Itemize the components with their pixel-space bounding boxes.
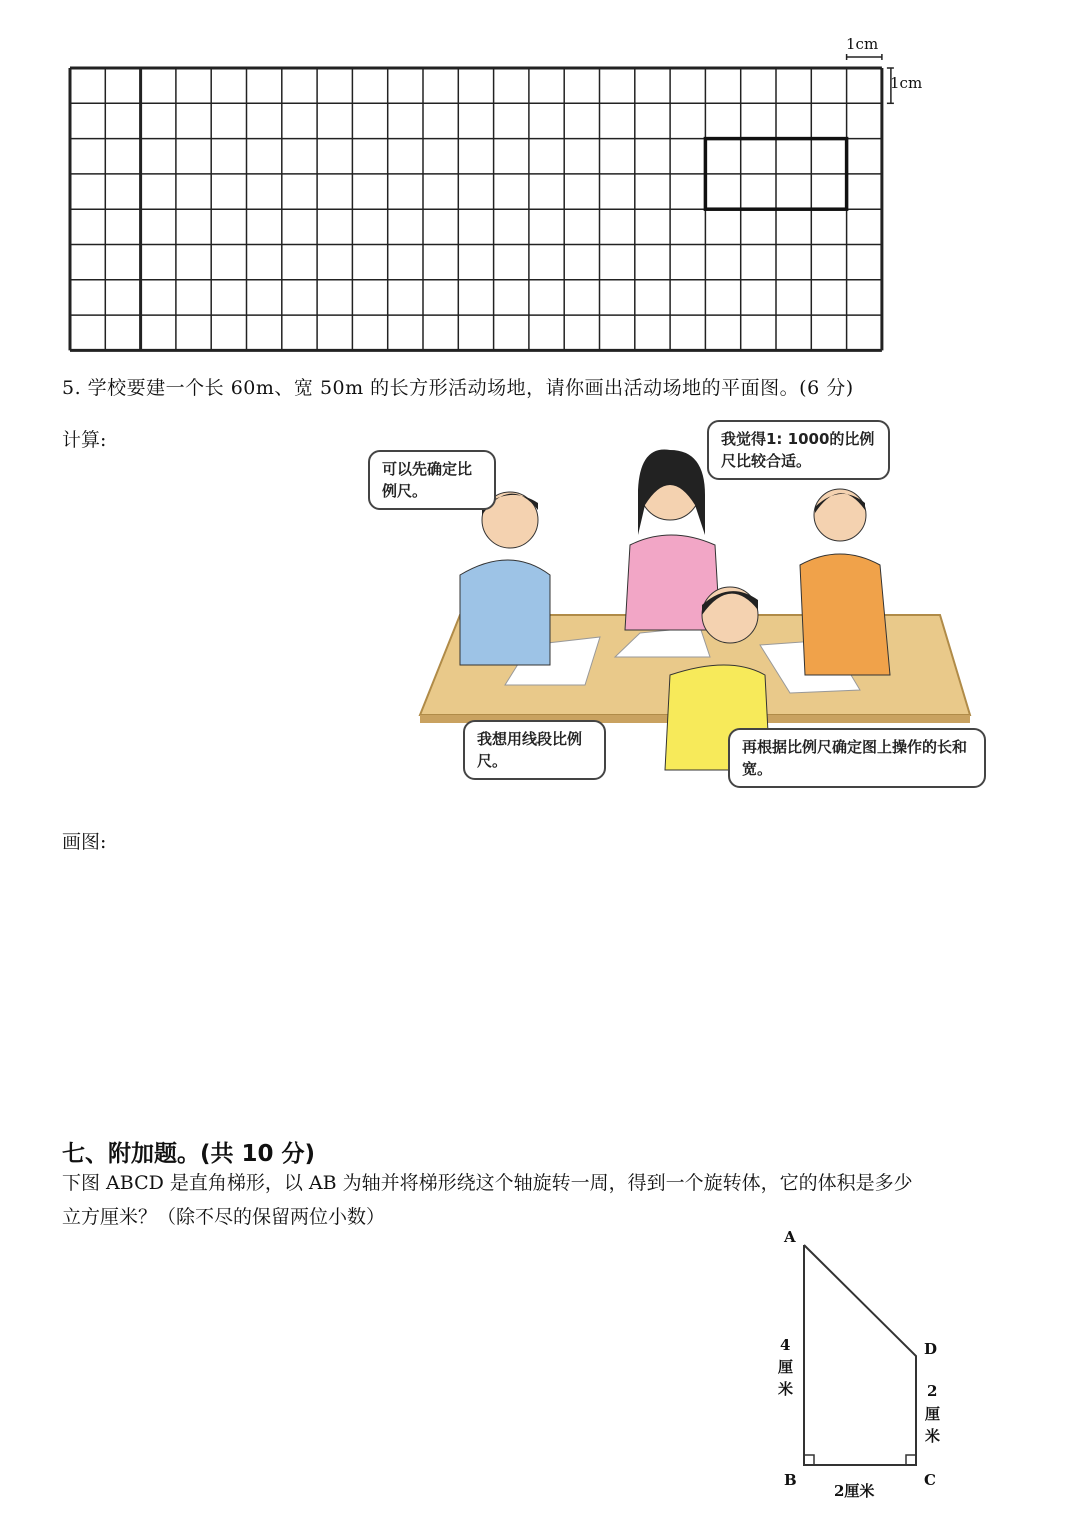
ab-length-unit-2: 米 — [778, 1380, 794, 1398]
dc-length-number: 2 — [927, 1382, 938, 1400]
unit-label-side: 1cm — [890, 74, 923, 92]
question-5-text: 5. 学校要建一个长 60m、宽 50m 的长方形活动场地，请你画出活动场地的平面图。(6 分) — [62, 377, 854, 399]
unit-label-top: 1cm — [846, 35, 879, 53]
dc-length-unit-2: 米 — [925, 1427, 941, 1445]
draw-label: 画图: — [62, 831, 107, 853]
vertex-d: D — [924, 1340, 938, 1358]
speech-bubble-4: 再根据比例尺确定图上操作的长和宽。 — [728, 728, 986, 788]
speech-bubble-3: 我想用线段比例尺。 — [463, 720, 606, 780]
vertex-b: B — [784, 1471, 797, 1489]
section-7-heading: 七、附加题。(共 10 分) — [62, 1141, 316, 1167]
vertex-a: A — [784, 1228, 796, 1246]
trapezoid-diagram — [770, 1225, 970, 1515]
ab-length-unit-1: 厘 — [778, 1358, 794, 1376]
problem-line-2: 立方厘米？（除不尽的保留两位小数） — [62, 1206, 386, 1228]
ab-length-number: 4 — [780, 1336, 791, 1354]
calc-label: 计算: — [62, 429, 107, 451]
vertex-c: C — [924, 1471, 936, 1489]
speech-bubble-2: 我觉得1: 1000的比例尺比较合适。 — [707, 420, 890, 480]
speech-bubble-1: 可以先确定比例尺。 — [368, 450, 496, 510]
problem-line-1: 下图 ABCD 是直角梯形，以 AB 为轴并将梯形绕这个轴旋转一周，得到一个旋转体，它的体积是多少 — [62, 1172, 913, 1194]
square-grid — [0, 0, 1080, 360]
bc-length-label: 2厘米 — [834, 1482, 875, 1500]
dc-length-unit-1: 厘 — [925, 1405, 941, 1423]
